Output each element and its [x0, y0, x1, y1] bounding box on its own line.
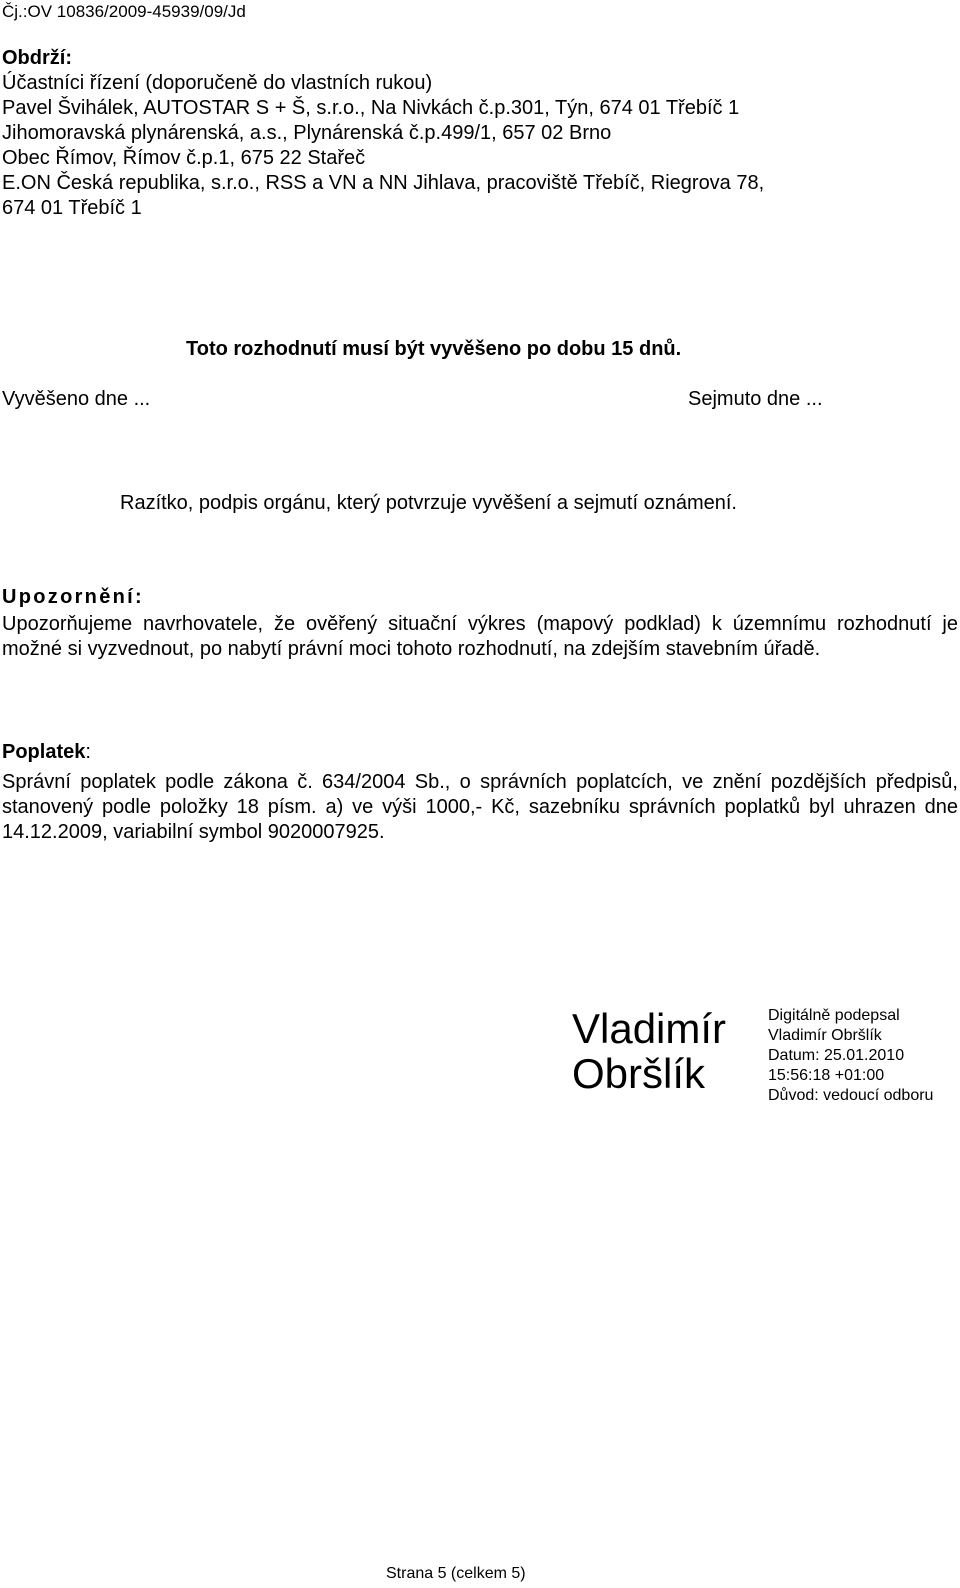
- warning-text: Upozorňujeme navrhovatele, že ověřený situační výkres (mapový podklad) k územnímu rozhodnutí je možné si vyzvednout, po nabytí právní moci tohoto rozhodnutí, na zdejším stavebním úřadě.: [2, 613, 958, 660]
- signature-detail-line: Datum: 25.01.2010: [768, 1047, 905, 1064]
- recipients-block: [2, 46, 764, 221]
- fee-text: Správní poplatek podle zákona č. 634/2004 Sb., o správních poplatcích, ve znění pozdějších předpisů, stanovený podle položky 18 písm. a) ve výši 1000,- Kč, sazebníku správních poplatků byl uhrazen dne 14.12.2009, variabilní symbol 9020007925.: [2, 771, 958, 843]
- document-reference: Čj.:OV 10836/2009-45939/09/Jd: [2, 2, 246, 21]
- signature-last-name: Obršlík: [572, 1050, 706, 1097]
- page-number: Strana 5 (celkem 5): [386, 1565, 526, 1582]
- fee-heading-colon: :: [85, 741, 91, 763]
- signature-detail-line: Důvod: vedoucí odboru: [768, 1087, 934, 1104]
- signature-detail-line: Vladimír Obršlík: [768, 1027, 882, 1044]
- signature-name: [572, 1006, 772, 1096]
- signature-detail-line: Digitálně podepsal: [768, 1007, 900, 1024]
- stamp-instruction: Razítko, podpis orgánu, který potvrzuje vyvěšení a sejmutí oznámení.: [120, 492, 737, 514]
- recipient-line: Obec Římov, Římov č.p.1, 675 22 Stařeč: [2, 147, 366, 169]
- recipients-heading: Obdrží:: [2, 47, 72, 69]
- recipient-line: 674 01 Třebíč 1: [2, 197, 142, 219]
- signature-details: [768, 1006, 933, 1106]
- recipient-line: Účastníci řízení (doporučeně do vlastních rukou): [2, 72, 433, 94]
- recipient-line: Pavel Švihálek, AUTOSTAR S + Š, s.r.o., Na Nivkách č.p.301, Týn, 674 01 Třebíč 1: [2, 97, 740, 119]
- recipient-line: Jihomoravská plynárenská, a.s., Plynárenská č.p.499/1, 657 02 Brno: [2, 122, 612, 144]
- warning-heading: Upozornění:: [2, 586, 144, 608]
- recipient-line: E.ON Česká republika, s.r.o., RSS a VN a NN Jihlava, pracoviště Třebíč, Riegrova 78,: [2, 172, 765, 194]
- signature-first-name: Vladimír: [572, 1005, 727, 1052]
- fee-heading: [2, 741, 91, 764]
- signature-detail-line: 15:56:18 +01:00: [768, 1067, 885, 1084]
- fee-heading-label: Poplatek: [2, 741, 86, 763]
- posted-date-label: Vyvěšeno dne ...: [2, 388, 151, 410]
- posting-notice: Toto rozhodnutí musí být vyvěšeno po dobu 15 dnů.: [186, 338, 682, 360]
- removed-date-label: Sejmuto dne ...: [688, 388, 823, 410]
